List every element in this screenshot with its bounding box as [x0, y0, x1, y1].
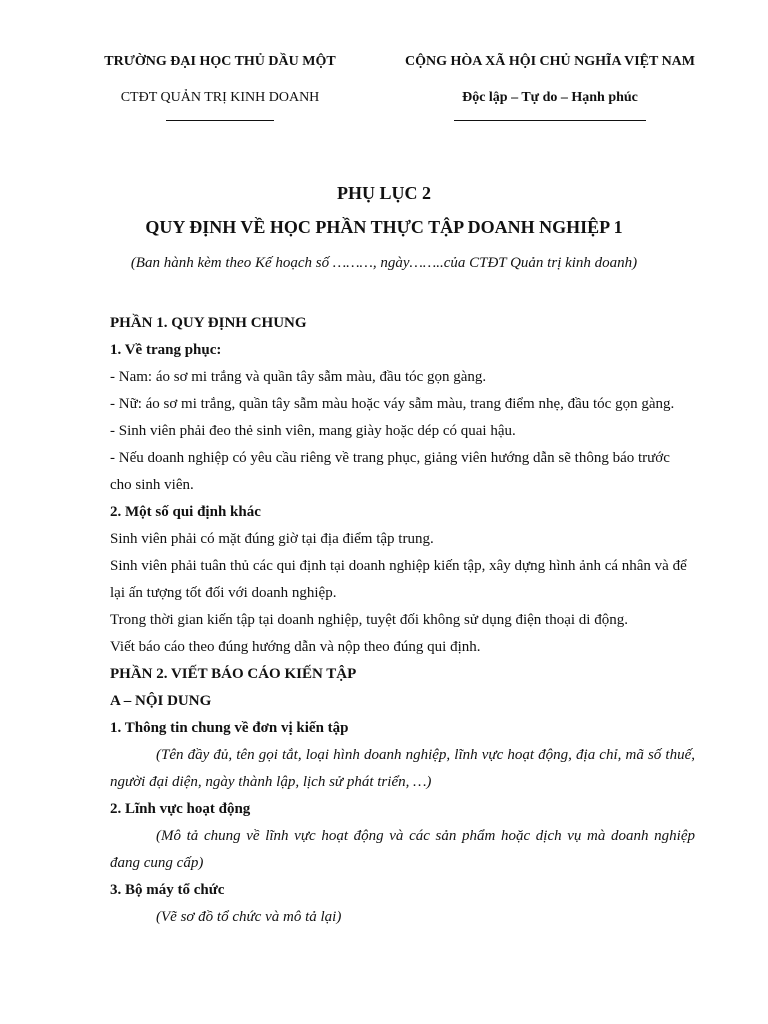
section1-item: - Nếu doanh nghiệp có yêu cầu riêng về trang phục, giảng viên hướng dẫn sẽ thông báo trước cho sinh viên. [110, 450, 670, 493]
document-subtitle: (Ban hành kèm theo Kế hoạch số ………, ngày……..của CTĐT Quản trị kinh doanh) [130, 255, 638, 271]
a1-note: (Tên đầy đủ, tên gọi tắt, loại hình doanh nghiệp, lĩnh vực hoạt động, địa chỉ, mã số thuế, người đại diện, ngày thành lập, lịch sử phát triển, …) [110, 747, 695, 790]
program-name: CTĐT QUẢN TRỊ KINH DOANH [120, 90, 320, 105]
partA-heading: A – NỘI DUNG [110, 693, 212, 709]
university-name: TRƯỜNG ĐẠI HỌC THỦ DẦU MỘT [104, 54, 336, 69]
a3-heading: 3. Bộ máy tổ chức [110, 882, 225, 898]
document-title: QUY ĐỊNH VỀ HỌC PHẦN THỰC TẬP DOANH NGHIỆP 1 [145, 217, 623, 237]
document-body [110, 310, 695, 931]
national-title: CỘNG HÒA XÃ HỘI CHỦ NGHĨA VIỆT NAM [404, 54, 695, 69]
section2-paragraph: Sinh viên phải có mặt đúng giờ tại địa điểm tập trung. [110, 531, 434, 547]
header-right-rule [454, 120, 646, 121]
part2-heading: PHẦN 2. VIẾT BÁO CÁO KIẾN TẬP [110, 666, 357, 682]
part1-heading: PHẦN 1. QUY ĐỊNH CHUNG [110, 315, 307, 331]
section1-item: - Sinh viên phải đeo thẻ sinh viên, mang giày hoặc dép có quai hậu. [110, 423, 516, 439]
section2-paragraph: Trong thời gian kiến tập tại doanh nghiệp, tuyệt đối không sử dụng điện thoại di động. [110, 612, 628, 628]
section1-heading: 1. Về trang phục: [110, 342, 222, 358]
section1-item: - Nữ: áo sơ mi trắng, quần tây sẫm màu hoặc váy sẫm màu, trang điểm nhẹ, đầu tóc gọn gàng. [110, 396, 675, 412]
section2-paragraph: Sinh viên phải tuân thủ các qui định tại doanh nghiệp kiến tập, xây dựng hình ảnh cá nhân và để lại ấn tượng tốt đối với doanh nghiệp. [110, 558, 687, 601]
a2-heading: 2. Lĩnh vực hoạt động [110, 801, 251, 817]
national-motto: Độc lập – Tự do – Hạnh phúc [462, 90, 638, 105]
header-left-rule [166, 120, 274, 121]
section2-heading: 2. Một số qui định khác [110, 504, 261, 520]
section1-item: - Nam: áo sơ mi trắng và quần tây sẫm màu, đầu tóc gọn gàng. [110, 369, 487, 385]
a2-note: (Mô tả chung về lĩnh vực hoạt động và các sản phẩm hoặc dịch vụ mà doanh nghiệp đang cung cấp) [110, 828, 695, 871]
a3-note: (Vẽ sơ đồ tổ chức và mô tả lại) [156, 909, 342, 925]
appendix-title: PHỤ LỤC 2 [337, 183, 431, 203]
header-right [380, 52, 720, 121]
header-left [90, 52, 350, 121]
a1-heading: 1. Thông tin chung về đơn vị kiến tập [110, 720, 349, 736]
section2-paragraph: Viết báo cáo theo đúng hướng dẫn và nộp theo đúng qui định. [110, 639, 481, 655]
